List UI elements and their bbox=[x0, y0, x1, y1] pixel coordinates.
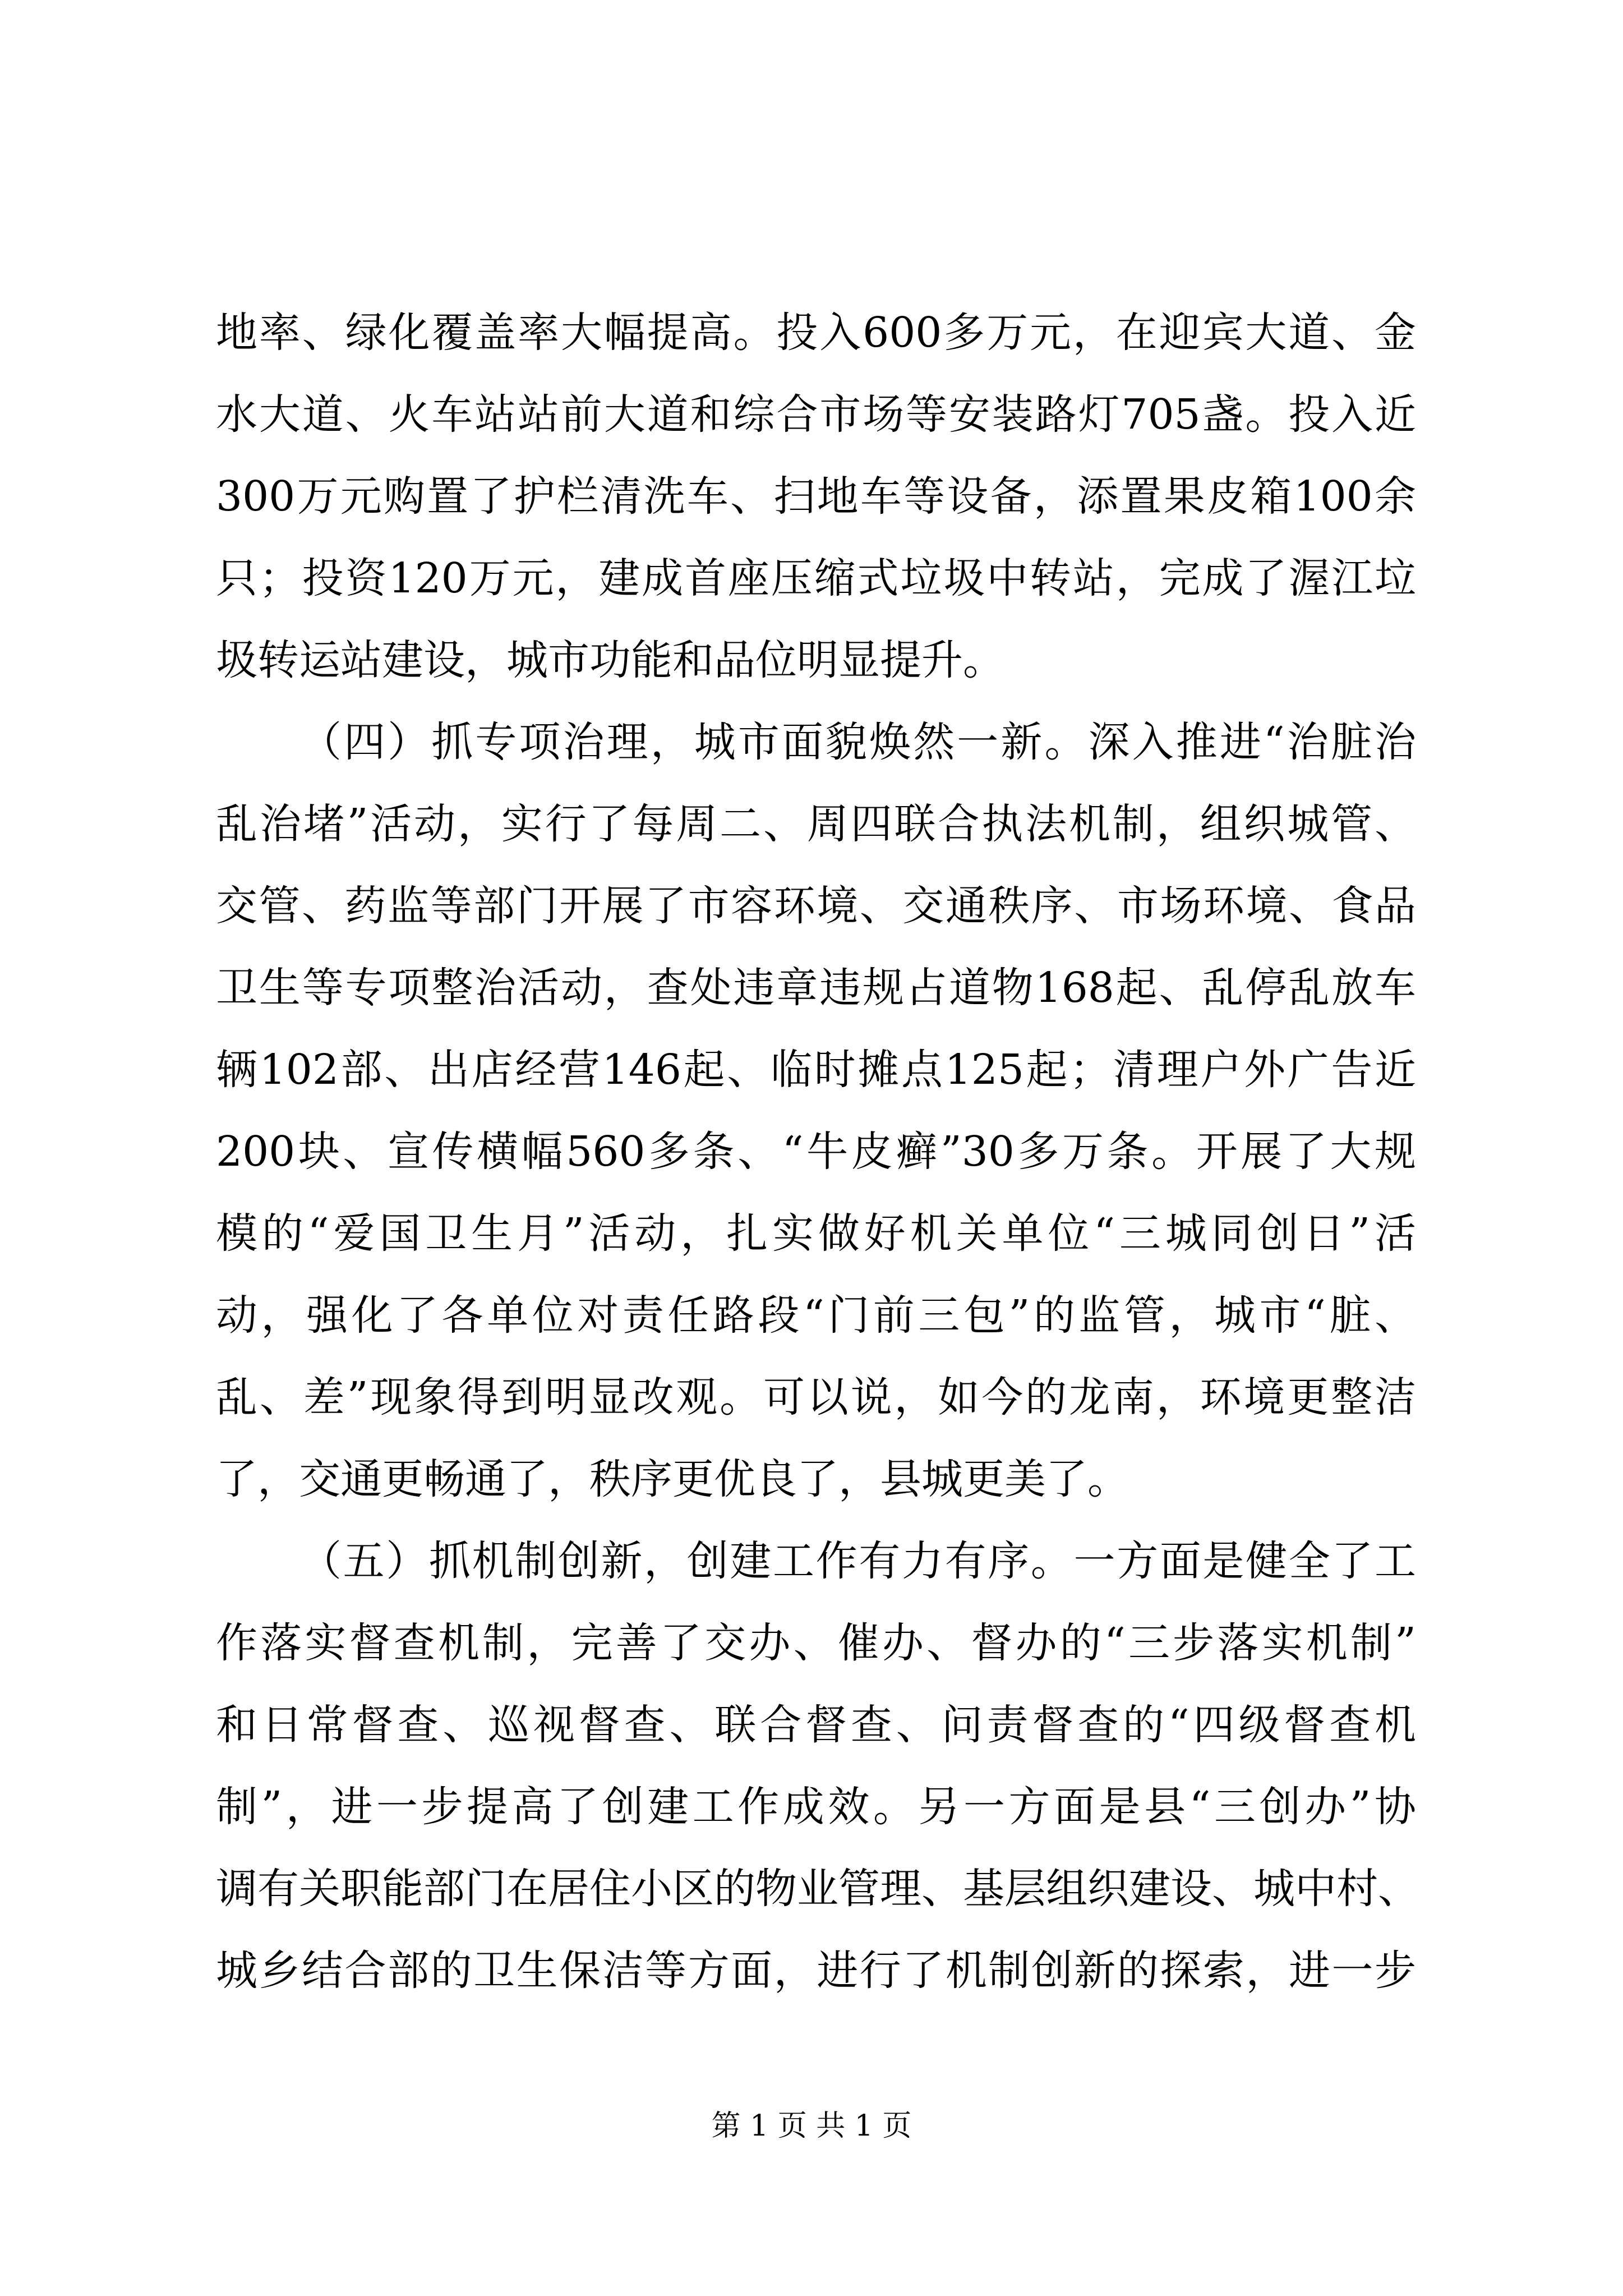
page-number: 第 1 页 共 1 页 bbox=[711, 2109, 912, 2143]
text-line: 交管、药监等部门开展了市容环境、交通秩序、市场环境、食品 bbox=[216, 882, 1416, 930]
text-line: 调有关职能部门在居住小区的物业管理、基层组织建设、城中村、 bbox=[216, 1865, 1419, 1913]
text-line: 乱、差”现象得到明显改观。可以说，如今的龙南，环境更整洁 bbox=[216, 1373, 1416, 1421]
text-line: 只；投资120万元，建成首座压缩式垃圾中转站，完成了渥江垃 bbox=[216, 554, 1416, 602]
text-line: 辆102部、出店经营146起、临时摊点125起；清理户外广告近 bbox=[216, 1046, 1416, 1094]
text-line: 地率、绿化覆盖率大幅提高。投入600多万元，在迎宾大道、金 bbox=[216, 309, 1416, 357]
text-line: 和日常督查、巡视督查、联合督查、问责督查的“四级督查机 bbox=[216, 1701, 1416, 1749]
text-line: 动，强化了各单位对责任路段“门前三包”的监管，城市“脏、 bbox=[216, 1291, 1416, 1340]
text-line: 300万元购置了护栏清洗车、扫地车等设备，添置果皮箱100余 bbox=[216, 472, 1416, 521]
text-line: 卫生等专项整治活动，查处违章违规占道物168起、乱停乱放车 bbox=[216, 964, 1416, 1012]
text-line: 圾转运站建设，城市功能和品位明显提升。 bbox=[216, 636, 1004, 684]
page-footer bbox=[0, 2106, 1623, 2146]
text-line: 了，交通更畅通了，秩序更优良了，县城更美了。 bbox=[216, 1455, 1129, 1503]
text-line: 乱治堵”活动，实行了每周二、周四联合执法机制，组织城管、 bbox=[216, 800, 1416, 848]
text-line: 作落实督查机制，完善了交办、催办、督办的“三步落实机制” bbox=[216, 1619, 1416, 1667]
text-line: 模的“爱国卫生月”活动，扎实做好机关单位“三城同创日”活 bbox=[216, 1209, 1416, 1258]
text-line: 水大道、火车站站前大道和综合市场等安装路灯705盏。投入近 bbox=[216, 390, 1416, 439]
text-line: 制”，进一步提高了创建工作成效。另一方面是县“三创办”协 bbox=[216, 1783, 1416, 1831]
paragraph-start-line: （五）抓机制创新，创建工作有力有序。一方面是健全了工 bbox=[300, 1537, 1416, 1585]
text-line: 城乡结合部的卫生保洁等方面，进行了机制创新的探索，进一步 bbox=[216, 1947, 1416, 1995]
paragraph-start-line: （四）抓专项治理，城市面貌焕然一新。深入推进“治脏治 bbox=[300, 718, 1416, 766]
document-body bbox=[216, 292, 1419, 2012]
text-line: 200块、宣传横幅560多条、“牛皮癣”30多万条。开展了大规 bbox=[216, 1128, 1416, 1176]
